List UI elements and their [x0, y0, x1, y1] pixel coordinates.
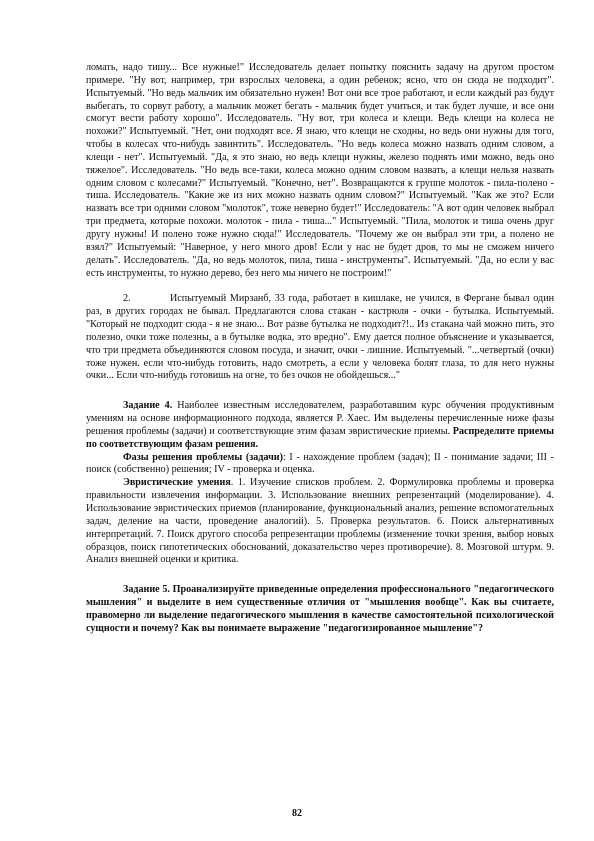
task-4-text: Наиболее известным исследователем, разработавшим курс обучения продуктивным умениям на основе информационного подхода, является Р. Хаес. Им выделены перечисленные ниже фазы решения проблемы (задачи) и соответствующие этим фазам эвристические приемы. [86, 400, 554, 437]
heuristics-text: . 1. Изучение списков проблем. 2. Формулировка проблемы и проверка правильности извлечения информации. 3. Использование внешних репрезентаций (моделирование). 4. Использование эвристических приемов (планирование, функциональный анализ, решение вспомогательных задач, деление на части, проведение аналогий). 5. Проверка результатов. 6. Поиск альтернативных интерпретаций. 7. Поиск другого способа репрезентации проблемы (изменение точки зрения, выбор новых образцов, поиск гипотетических обоснований, доказательство через противоречие). 8. Мозговой штурм. 9. Анализ внешней оценки и критика. [86, 477, 554, 566]
page-number: 82 [292, 808, 302, 819]
phases-text: : I - нахождение проблем (задач); II - понимание задачи; III - поиск (собственно) решения; IV - проверка и оценка. [86, 451, 555, 476]
dialogue-paragraph-1: ломать, надо тишу... Все нужные!" Исследователь делает попытку пояснить задачу на другом простом примере. "Ну вот, например, три взрослых человека, а один ребенок; ясно, что он сюда не подходит". Испытуемый. "Но ведь мальчик им обязательно нужен! Вот они все трое работают, и если каждый раз будут выбегать, то сорвут работу, а мальчик может бегать - мальчик будет учиться, и так будет лучше, и все они смогут вести работу хорошо". Исследователь. "Ну вот, три колеса и клещи. Ведь клещи на колеса не похожи?" Испытуемый. "Нет, они подходят все. Я знаю, что клещи не сходны, но ведь они нужны для того, чтобы в колесах что-нибудь завинтить". Исследователь. "Но ведь колеса можно назвать одним словом, а клещи - нет". Испытуемый. "Да, я это знаю, но ведь клещи нужны, железо поднять ими можно, ведь оно тяжелое". Исследователь. "Но ведь все-таки, колеса можно одним словом назвать, а клещи нельзя назвать одним словом с колесами?" Испытуемый. "Конечно, нет". Возвращаются к группе молоток - пила-полено - тиша. Исследователь. "Какие же из них можно назвать одним словом?" Испытуемый. "Как же это? Если назвать все три одними словом "молоток", тоже неверно будет!" Исследователь: "А вот один человек выбрал три предмета, которые похожи. молоток - пила - тиша..." Испытуемый. "Пила, молоток и тиша очень друг другу нужны! И полено тоже нужно сюда!" Исследователь. "Почему же он выбрал эти три, а полено не взял?" Испытуемый: "Наверное, у него много дров! Если у нас не будет дров, то мы не сможем ничего делать". Исследователь. "Да, но ведь молоток, пила, тиша - инструменты". Испытуемый. "Да, но если у вас есть инструменты, то нужно дерево, без него мы ничего не построим!" [86, 62, 554, 279]
heuristics-paragraph [86, 477, 554, 567]
numbered-paragraph-2 [86, 293, 554, 383]
task-4-instruction: Распределите приемы по соответствующим фазам решения. [86, 425, 554, 450]
page-body [86, 62, 554, 636]
task-4-paragraph [86, 400, 554, 451]
paragraph-number: 2. [123, 293, 131, 305]
heuristics-label: Эвристические умения [123, 477, 231, 489]
phases-paragraph [86, 452, 554, 478]
task-5-label: Задание 5 [123, 584, 168, 596]
task-4-label: Задание 4. [123, 400, 173, 412]
task-5-text: . Проанализируйте приведенные определения профессионального "педагогического мышления" и выделите в нем существенные отличия от "мышления вообще". Как вы считаете, правомерно ли выделение педагогического мышления в качестве самостоятельной психологической сущности и почему? Как вы понимаете выражение "педагогизированное мышление"? [86, 584, 554, 634]
task-5-paragraph [86, 584, 554, 635]
paragraph-2-text: Испытуемый Мирзанб, 33 года, работает в кишлаке, не учился, в Фергане бывал один раз, в других городах не бывал. Предлагаются слова стакан - кастрюля - очки - бутылка. Испытуемый. "Который не подходит сюда - я не знаю... Вот разве бутылка не подходит?!.. Из стакана чай можно пить, это полезно, очки тоже полезны, а в бутылке водка, это вредно". Ему дается полное объяснение и указывается, что три предмета объединяются словом посуда, и значит, очки - лишние. Испытуемый. "...четвертый (очки) тоже нужен. если что-нибудь готовить, надо смотреть, а если у человека болят глаза, то для него нужны очки... Если что-нибудь готовишь на огне, то без очков не обойдешься..." [86, 293, 554, 382]
phases-label: Фазы решения проблемы (задачи) [123, 451, 283, 463]
